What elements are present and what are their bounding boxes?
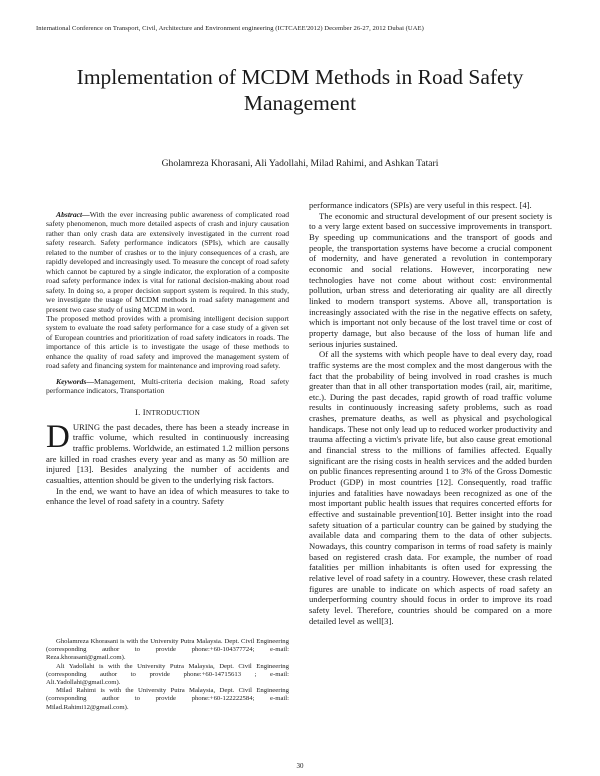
section-title-first: I <box>142 406 146 417</box>
intro-text-1: URING the past decades, there has been a steady increase in traffic volume, which resulted in continuously increasing traffic problems. Worldwide, an estimated 1.2 million persons are killed in road crashes every year and as many as 50 million are injured [13]. Besides analyzing the number of accidents and casualties, attention should be given to the underlying risk factors. <box>46 421 289 485</box>
right-column <box>309 200 552 626</box>
abstract-dash: — <box>82 210 90 219</box>
section-heading-introduction <box>46 407 289 417</box>
author-list: Gholamreza Khorasani, Ali Yadollahi, Milad Rahimi, and Ashkan Tatari <box>161 158 439 169</box>
keywords-paragraph <box>46 377 289 396</box>
section-number: I. <box>135 406 141 417</box>
keywords-dash: — <box>86 376 94 386</box>
body-paragraph: performance indicators (SPIs) are very useful in this respect. [4]. <box>309 200 532 210</box>
intro-paragraph-2: In the end, we want to have an idea of which measures to take to enhance the level of road safety in a country. Safety <box>46 485 289 507</box>
paper-title: Implementation of MCDM Methods in Road Safety Management <box>76 65 524 115</box>
page-number: 30 <box>296 762 304 770</box>
abstract-label: Abstract <box>56 210 83 219</box>
section-title-rest: NTRODUCTION <box>145 408 200 417</box>
footnote: Milad Rahimi is with the University Putra Malaysia, Dept. Civil Engineering (corresponding author to provide phone:+60-122222584; e-mail: Milad.Rahimi12@gmail.com). <box>46 687 289 711</box>
keywords-label: Keywords <box>56 376 87 386</box>
keywords-text: Management, Multi-criteria decision making, Road safety performance indicators, Transportation <box>46 376 289 396</box>
body-paragraph: Of all the systems with which people have to deal every day, road traffic systems are the most complex and the most dangerous with the fact that the probability of being involved in road crashes is much greater than that in all other transportation modes (rail, air, maritime, etc.). During the past decades, rapid growth of road traffic volume results in continuously increasing safety problems, such as road crashes, premature deaths, as well as physical and psychological handicaps. These not only lead up to reduced worker productivity and trauma affecting a victim's private life, but also cause great emotional and financial stress to the millions of families affected. Equally significant are the rising costs in health services and the added burden on public finances representing around 1 to 3% of the Gross Domestic Product (GDP) in most countries [12]. Consequently, road traffic injuries and fatalities have nowadays been recognized as one of the most important public health issues that requires concerted efforts for effective and sustainable prevention[10]. Better insight into the road safety situation of a particular country can be gained by studying the available data and comparing them to the data of other subjects. Nowadays, this country comparison in terms of road safety is mainly based on registered crash data. For example, the number of road fatalities per million inhabitants is often used for expressing the relative level of road safety in a country. However, these crash related figures are unable to indicate on which aspects of road safety an underperforming country should focus in order to improve its road safety level. Therefore, countries should be compared on a more detailed level as well[3]. <box>309 349 552 626</box>
footnote: Gholamreza Khorasani is with the University Putra Malaysia. Dept. Civil Engineering (corresponding author to provide phone:+60-104377724; e-mail: Reza.khorasani@gmail.com). <box>46 638 289 662</box>
body-paragraph: The economic and structural development of our present society is to a very large extent based on successive improvements in transport. By speeding up communications and the transport of goods and people, the transportation systems have become a crucial component of modernity, and have generated a revolution in contemporary economic and social relations. However, incorporating new technologies have not come about without cost: environmental pollution, urban stress and deteriorating air quality are all directly linked to modern transport systems. Above all, transportation is increasingly associated with the rise in the negative effects on safety, which is important not only because of the lost travel time or cost of property damage, but also because of the loss of human life and serious injuries sustained. <box>309 210 552 349</box>
conference-header: International Conference on Transport, Civil, Architecture and Environment engineering (ICTCAEE'2012) December 26-27, 2012 Dubai (UAE) <box>36 25 424 32</box>
author-footnotes <box>46 638 289 712</box>
abstract-text: With the ever increasing public awareness of complicated road safety phenomenon, much more detailed aspects of crash and injury causation rather than only crash data are extensively investigated in the current road safety research. Safety performance indicators (SPIs), which are causally related to the number of crashes or to the injury consequences of a crash, are rapidly developed and increasingly used. To measure the concept of road safety which cannot be captured by a single indicator, the exploration of a composite road safety performance index is vital for rational decision-making about road safety. In doing so, a proper decision support system is required. In this study, we investigate the usage of MCDM methods in road safety management and present two case study of using MCDM in word. <box>46 210 289 314</box>
intro-paragraph-1 <box>46 418 289 486</box>
abstract-paragraph <box>46 210 289 314</box>
footnote: Ali Yadollahi is with the University Putra Malaysia, Dept. Civil Engineering (corresponding author to provide phone:+60-14715613 ; e-mail: Ali.Yadollahi@gmail.com). <box>46 662 289 687</box>
left-column <box>46 210 289 507</box>
abstract-paragraph-2: The proposed method provides with a promising intelligent decision support system to evaluate the road safety performance for a case study of a given set of European countries and prioritization of road safety indicators in roads. The importance of this article is to investigate the usage of these methods to enhance the quality of road safety and improved the management system of road safety and financing system for maintenance and improving road safety. <box>46 313 289 371</box>
drop-cap: D <box>46 418 70 455</box>
